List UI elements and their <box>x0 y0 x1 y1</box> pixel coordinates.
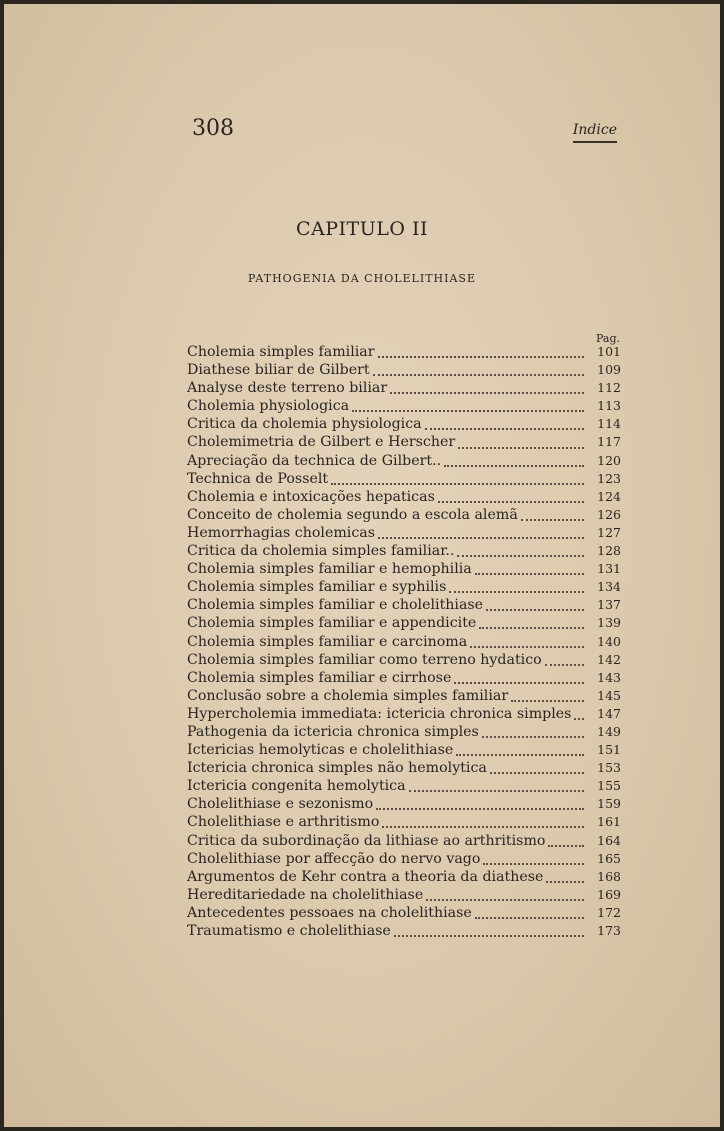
toc-entry-title: Hemorrhagias cholemicas <box>187 524 376 541</box>
toc-entry-title: Ictericia chronica simples não hemolytica <box>187 760 487 777</box>
toc-entry <box>187 777 621 795</box>
toc-entry-title: Antecedentes pessoaes na cholelithiase <box>187 904 472 921</box>
toc-entry-title: Cholemimetria de Gilbert e Herscher <box>187 434 456 451</box>
toc-leader-dots <box>483 863 584 865</box>
toc-entry-title: Hereditariedade na cholelithiase <box>187 886 424 903</box>
table-of-contents <box>187 343 621 940</box>
toc-entry-title: Pathogenia da ictericia chronica simples <box>187 723 479 740</box>
toc-leader-dots <box>449 591 584 593</box>
toc-leader-dots <box>545 664 584 666</box>
toc-entry-title: Analyse deste terreno biliar <box>187 380 388 397</box>
toc-entry <box>187 723 621 741</box>
toc-entry-title: Critica da subordinação da lithiase ao arthritismo <box>187 832 546 849</box>
toc-entry <box>187 651 621 669</box>
toc-entry-page: 151 <box>597 742 621 758</box>
toc-leader-dots <box>352 410 584 412</box>
toc-leader-dots <box>394 935 584 937</box>
toc-entry <box>187 596 621 614</box>
toc-leader-dots <box>382 826 584 828</box>
toc-entry-page: 149 <box>597 723 621 739</box>
page-number: 308 <box>192 116 234 141</box>
toc-entry-page: 131 <box>597 561 621 577</box>
toc-leader-dots <box>475 917 584 919</box>
toc-entry-page: 112 <box>597 380 621 396</box>
toc-entry-page: 139 <box>597 615 621 631</box>
toc-entry-title: Cholemia physiologica <box>187 398 350 415</box>
toc-entry-title: Cholemia simples familiar e cholelithiase <box>187 597 484 614</box>
toc-entry-page: 173 <box>597 923 621 938</box>
toc-entry-page: 137 <box>597 597 621 613</box>
toc-leader-dots <box>546 881 584 883</box>
toc-leader-dots <box>378 356 584 358</box>
toc-leader-dots <box>486 609 584 611</box>
toc-entry <box>187 850 621 868</box>
toc-leader-dots <box>470 646 584 648</box>
toc-leader-dots <box>457 555 584 557</box>
toc-entry-page: 147 <box>597 705 621 721</box>
toc-entry-title: Conceito de cholemia segundo a escola alemã <box>187 506 518 523</box>
toc-entry <box>187 343 621 361</box>
toc-leader-dots <box>409 790 584 792</box>
toc-entry <box>187 669 621 687</box>
toc-entry-title: Ictericia congenita hemolytica <box>187 778 406 795</box>
toc-leader-dots <box>390 392 584 394</box>
toc-entry-page: 153 <box>597 760 621 776</box>
toc-entry <box>187 488 621 506</box>
toc-entry-title: Cholemia simples familiar <box>187 344 375 360</box>
toc-leader-dots <box>376 808 584 810</box>
toc-entry <box>187 868 621 886</box>
running-head: Indice <box>573 122 617 143</box>
toc-entry-title: Conclusão sobre a cholemia simples familiar <box>187 687 509 704</box>
chapter-subtitle: PATHOGENIA DA CHOLELITHIASE <box>248 272 476 285</box>
toc-entry-title: Cholelithiase por affecção do nervo vago <box>187 850 481 867</box>
toc-entry <box>187 361 621 379</box>
toc-entry <box>187 433 621 451</box>
toc-entry-title: Apreciação da technica de Gilbert.. <box>187 452 442 469</box>
toc-entry-title: Argumentos de Kehr contra a theoria da diathese <box>187 868 544 885</box>
toc-entry-title: Diathese biliar de Gilbert <box>187 362 370 379</box>
toc-entry-title: Cholemia simples familiar como terreno hydatico <box>187 651 542 668</box>
toc-leader-dots <box>373 374 584 376</box>
toc-leader-dots <box>479 627 584 629</box>
toc-entry-page: 114 <box>597 416 621 432</box>
toc-entry <box>187 397 621 415</box>
toc-entry-title: Traumatismo e cholelithiase <box>187 923 391 939</box>
toc-leader-dots <box>454 682 584 684</box>
toc-entry <box>187 759 621 777</box>
toc-entry <box>187 542 621 560</box>
toc-entry-title: Technica de Posselt <box>187 470 329 487</box>
toc-entry-page: 140 <box>597 633 621 649</box>
toc-entry <box>187 379 621 397</box>
toc-entry <box>187 415 621 433</box>
toc-entry-page: 145 <box>597 687 621 703</box>
toc-entry <box>187 795 621 813</box>
toc-entry-page: 168 <box>597 868 621 884</box>
book-page <box>4 4 720 1127</box>
toc-entry-title: Cholelithiase e arthritismo <box>187 814 380 831</box>
toc-entry <box>187 922 621 940</box>
toc-leader-dots <box>574 718 584 720</box>
toc-entry-page: 164 <box>597 832 621 848</box>
toc-leader-dots <box>331 483 584 485</box>
toc-entry-title: Critica da cholemia physiologica <box>187 416 422 433</box>
toc-entry-title: Cholelithiase e sezonismo <box>187 796 374 813</box>
toc-entry <box>187 687 621 705</box>
toc-entry-page: 165 <box>597 850 621 866</box>
toc-entry-page: 161 <box>597 814 621 830</box>
toc-entry-page: 120 <box>597 452 621 468</box>
toc-entry-title: Cholemia simples familiar e syphilis <box>187 579 447 596</box>
toc-leader-dots <box>425 428 584 430</box>
page-column-label: Pag. <box>595 332 620 345</box>
chapter-title: CAPITULO II <box>296 218 428 240</box>
toc-entry <box>187 560 621 578</box>
toc-entry <box>187 813 621 831</box>
toc-entry-page: 128 <box>597 543 621 559</box>
toc-entry-page: 126 <box>597 506 621 522</box>
toc-entry-title: Cholemia simples familiar e hemophilia <box>187 561 472 578</box>
toc-entry-page: 155 <box>597 778 621 794</box>
toc-entry <box>187 904 621 922</box>
toc-entry-title: Cholemia simples familiar e cirrhose <box>187 669 452 686</box>
toc-entry-title: Critica da cholemia simples familiar.. <box>187 543 455 560</box>
toc-entry <box>187 705 621 723</box>
toc-entry-page: 169 <box>597 886 621 902</box>
toc-leader-dots <box>490 772 584 774</box>
toc-entry-page: 127 <box>597 524 621 540</box>
toc-leader-dots <box>438 501 584 503</box>
toc-entry <box>187 470 621 488</box>
toc-entry-title: Cholemia simples familiar e appendicite <box>187 615 477 632</box>
toc-leader-dots <box>444 465 584 467</box>
toc-leader-dots <box>482 736 584 738</box>
toc-entry-title: Cholemia simples familiar e carcinoma <box>187 633 468 650</box>
toc-entry-page: 117 <box>597 434 621 450</box>
toc-entry <box>187 614 621 632</box>
toc-entry-page: 134 <box>597 579 621 595</box>
toc-leader-dots <box>426 899 584 901</box>
toc-entry <box>187 633 621 651</box>
toc-entry-page: 109 <box>597 362 621 378</box>
toc-entry-page: 142 <box>597 651 621 667</box>
toc-entry-page: 143 <box>597 669 621 685</box>
toc-leader-dots <box>458 447 584 449</box>
toc-entry-title: Cholemia e intoxicações hepaticas <box>187 488 435 505</box>
toc-leader-dots <box>475 573 584 575</box>
toc-leader-dots <box>548 845 584 847</box>
toc-leader-dots <box>521 519 584 521</box>
toc-entry <box>187 452 621 470</box>
toc-entry-page: 113 <box>597 398 621 414</box>
toc-entry-page: 172 <box>597 904 621 920</box>
toc-leader-dots <box>456 754 584 756</box>
toc-entry-page: 159 <box>597 796 621 812</box>
toc-entry-page: 123 <box>597 470 621 486</box>
toc-entry <box>187 506 621 524</box>
toc-entry <box>187 886 621 904</box>
toc-entry <box>187 741 621 759</box>
toc-entry-title: Hypercholemia immediata: ictericia chronica simples <box>187 705 572 722</box>
toc-entry <box>187 578 621 596</box>
toc-entry <box>187 832 621 850</box>
toc-entry-page: 101 <box>597 344 621 359</box>
toc-entry-page: 124 <box>597 488 621 504</box>
toc-entry <box>187 524 621 542</box>
toc-leader-dots <box>511 700 584 702</box>
toc-leader-dots <box>378 537 584 539</box>
toc-entry-title: Ictericias hemolyticas e cholelithiase <box>187 742 454 759</box>
